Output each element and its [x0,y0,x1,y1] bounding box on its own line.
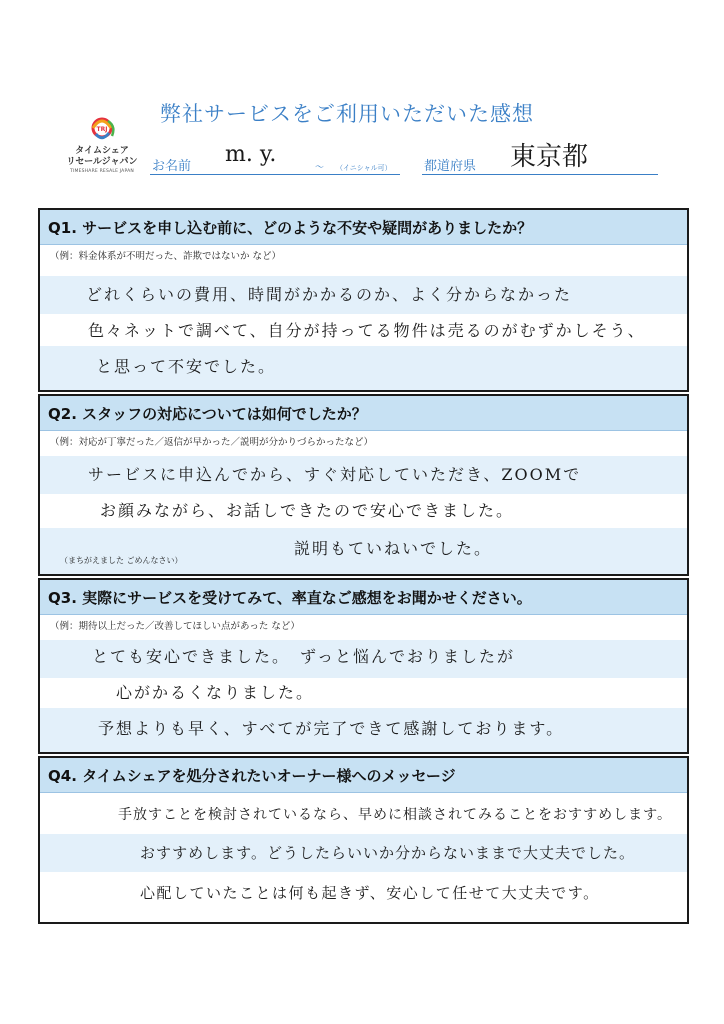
question-title: Q1. サービスを申し込む前に、どのような不安や疑問がありましたか？ [40,210,687,245]
svg-text:TRJ: TRJ [96,126,108,133]
answer-line: お顔みながら、お話しできたので安心できました。 [100,501,515,520]
name-label: お名前 [152,159,192,174]
answer-line: 色々ネットで調べて、自分が持ってる物件は売るのがむずかしそう、 [88,321,646,340]
prefecture-label: 都道府県 [424,159,477,174]
question-section-3 [38,578,689,754]
company-logo [62,112,142,175]
question-title: Q2. スタッフの対応については如何でしたか？ [40,396,687,431]
name-suffix: ～ [315,163,325,173]
logo-text-line2: リセールジャパン [66,157,138,167]
answer-line: 説明もていねいでした。 [294,539,493,558]
name-value: m. y. [225,142,277,167]
answer-line: と思って不安でした。 [96,357,277,376]
question-section-1 [38,208,689,392]
answer-line: サービスに申込んでから、すぐ対応していただき、ZOOMで [88,465,582,484]
name-underline [150,174,400,175]
logo-mark-icon [82,112,122,144]
question-example: （例：期待以上だった／改善してほしい点があった など） [50,621,300,632]
question-section-4 [38,756,689,924]
page-title: 弊社サービスをご利用いただいた感想 [160,102,534,126]
question-title: Q3. 実際にサービスを受けてみて、率直なご感想をお聞かせください。 [40,580,687,615]
correction-note: （まちがえました ごめんなさい） [60,556,183,565]
question-example: （例：対応が丁寧だった／返信が早かった／説明が分かりづらかったなど） [50,437,374,448]
answer-line: 心がかるくなりました。 [116,683,315,702]
logo-text-line1: タイムシェア [75,146,129,156]
answer-line: おすすめします。どうしたらいいか分からないままで大丈夫でした。 [140,844,635,862]
question-section-2 [38,394,689,576]
name-note: （イニシャル可） [336,164,392,172]
answer-line: 手放すことを検討されているなら、早めに相談されてみることをおすすめします。 [118,807,673,823]
answer-line: どれくらいの費用、時間がかかるのか、よく分からなかった [86,285,573,304]
prefecture-underline [422,174,658,175]
logo-text-line3: TIMESHARE RESALE JAPAN [70,169,134,174]
answer-line: 心配していたことは何も起きず、安心して任せて大丈夫です。 [140,884,600,902]
question-example: （例：料金体系が不明だった、詐欺ではないか など） [50,251,282,262]
answer-line: 予想よりも早く、すべてが完了できて感謝しております。 [98,719,565,738]
prefecture-value: 東京都 [510,142,589,172]
answer-line: とても安心できました。 ずっと悩んでおりましたが [92,647,516,666]
question-title: Q4. タイムシェアを処分されたいオーナー様へのメッセージ [40,758,687,793]
